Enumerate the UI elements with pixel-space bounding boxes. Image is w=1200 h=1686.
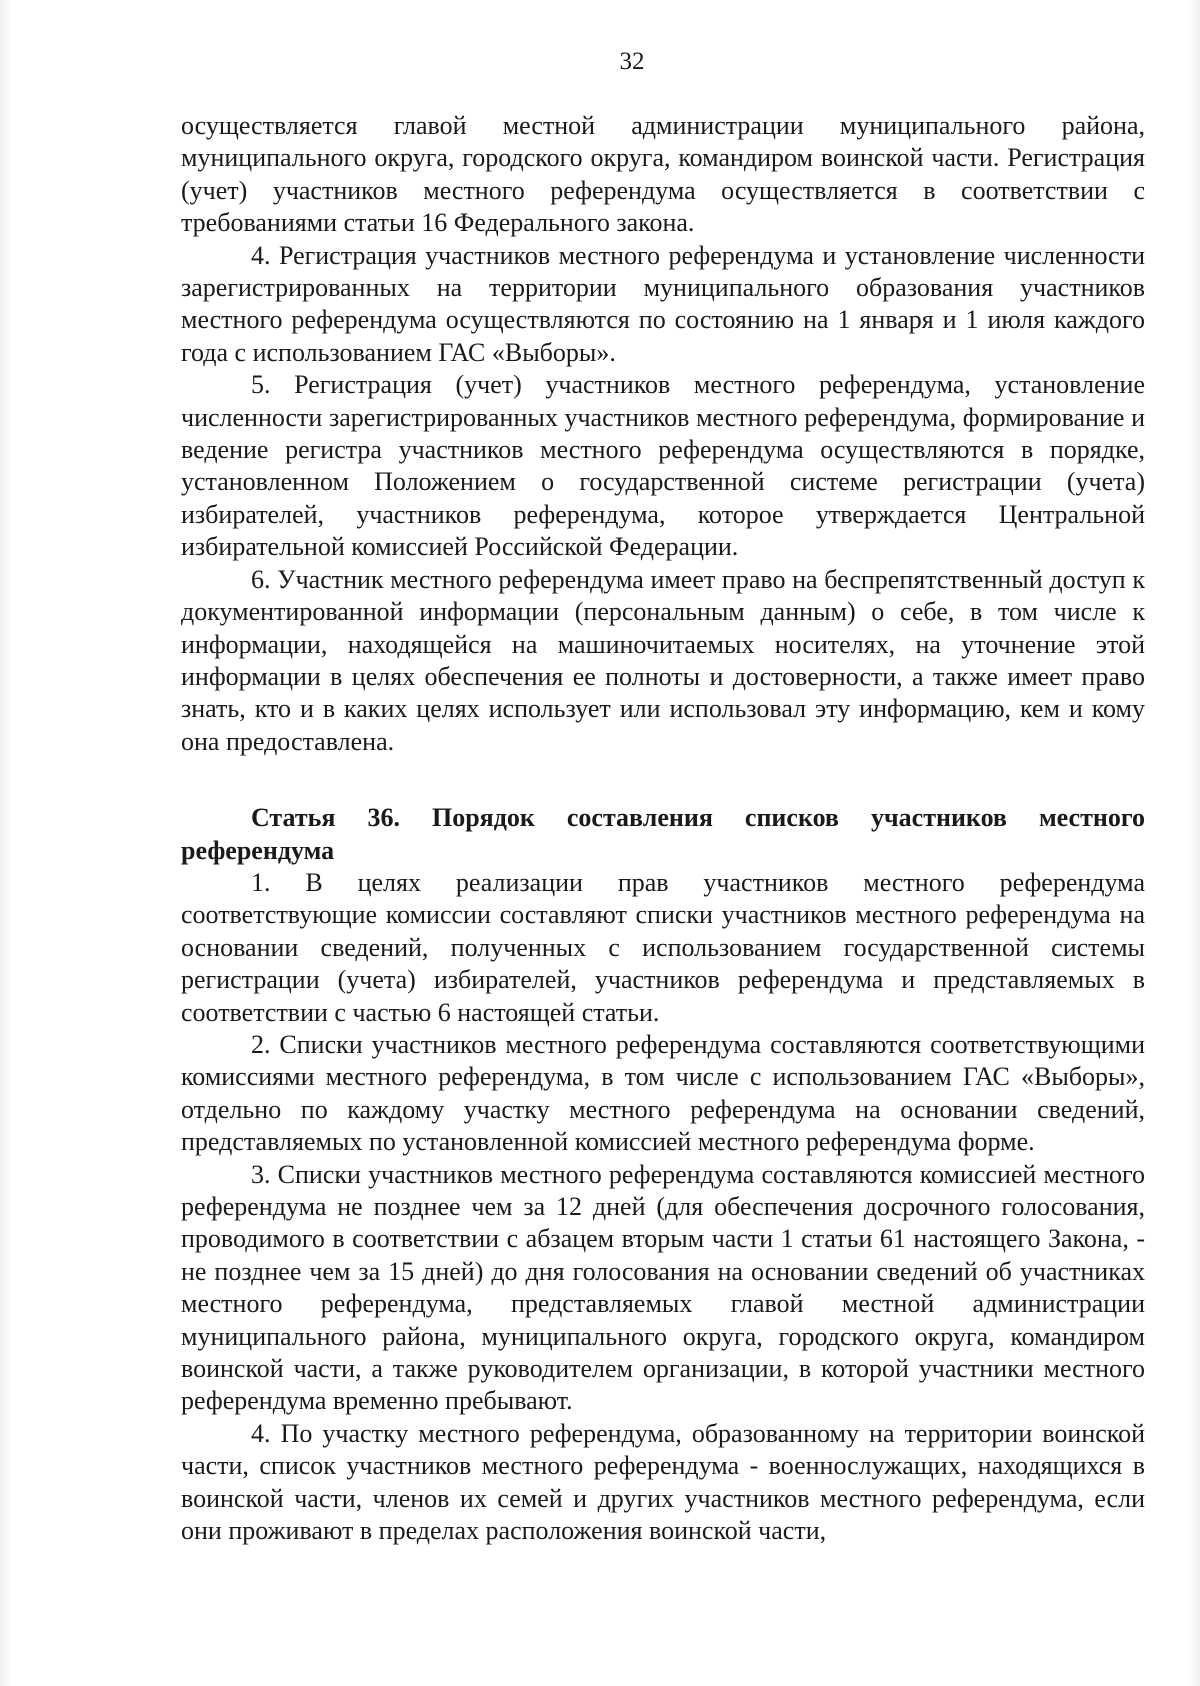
document-body bbox=[181, 110, 1145, 1547]
paragraph-item-5: 5. Регистрация (учет) участников местного референдума, установление численности зарегистрированных участников местного референдума, формирование и ведение регистра участников местного референдума осуществляются в порядке, установленном Положением о государственной системе регистрации (учета) избирателей, участников референдума, которое утверждается Центральной избирательной комиссией Российской Федерации. bbox=[181, 370, 1145, 562]
paragraph-item-6: 6. Участник местного референдума имеет право на беспрепятственный доступ к документированной информации (персональным данным) о себе, в том числе к информации, находящейся на машиночитаемых носителях, на уточнение этой информации в целях обеспечения ее полноты и достоверности, а также имеет право знать, кто и в каких целях использует или использовал эту информацию, кем и кому она предоставлена. bbox=[181, 564, 1145, 756]
paragraph-item-4: 4. Регистрация участников местного референдума и установление численности зарегистрированных на территории муниципального образования участников местного референдума осуществляются по состоянию на 1 января и 1 июля каждого года с использованием ГАС «Выборы». bbox=[181, 240, 1145, 367]
page-number: 32 bbox=[619, 48, 645, 75]
article-paragraph-3: 3. Списки участников местного референдума составляются комиссией местного референдума не позднее чем за 12 дней (для обеспечения досрочного голосования, проводимого в соответствии с абзацем вторым части 1 статьи 61 настоящего Закона, - не позднее чем за 15 дней) до дня голосования на основании сведений об участниках местного референдума, представляемых главой местной администрации муниципального района, муниципального округа, городского округа, командиром воинской части, а также руководителем организации, в которой участники местного референдума временно пребывают. bbox=[181, 1159, 1145, 1416]
scan-edge-left bbox=[0, 0, 12, 1686]
article-heading: Статья 36. Порядок составления списков участников местного референдума bbox=[181, 803, 1145, 865]
scan-edge-right bbox=[1188, 0, 1200, 1686]
article-paragraph-2: 2. Списки участников местного референдума составляются соответствующими комиссиями местного референдума, в том числе с использованием ГАС «Выборы», отдельно по каждому участку местного референдума на основании сведений, представляемых по установленной комиссией местного референдума форме. bbox=[181, 1029, 1145, 1157]
article-paragraph-4: 4. По участку местного референдума, образованному на территории воинской части, список участников местного референдума - военнослужащих, находящихся в воинской части, членов их семей и других участников местного референдума, если они проживают в пределах расположения воинской части, bbox=[181, 1418, 1145, 1546]
article-paragraph-1: 1. В целях реализации прав участников местного референдума соответствующие комиссии составляют списки участников местного референдума на основании сведений, полученных с использованием государственной системы регистрации (учета) избирателей, участников референдума и представляемых в соответствии с частью 6 настоящей статьи. bbox=[181, 867, 1145, 1027]
paragraph-continuation: осуществляется главой местной администрации муниципального района, муниципального округа, городского округа, командиром воинской части. Регистрация (учет) участников местного референдума осуществляется в соответствии с требованиями статьи 16 Федерального закона. bbox=[181, 111, 1145, 238]
